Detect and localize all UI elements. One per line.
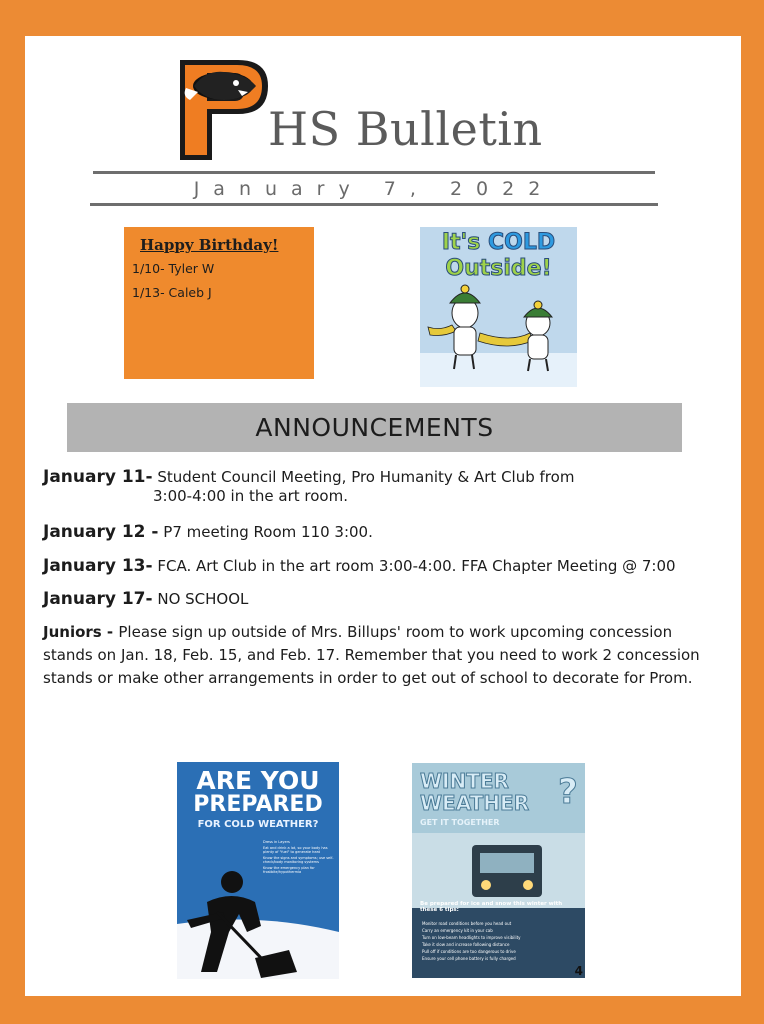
winter-bullet: Carry an emergency kit in your cab: [422, 928, 493, 933]
winter-question-mark: ?: [558, 772, 578, 812]
cold-weather-poster: [177, 762, 339, 979]
juniors-label: Juniors -: [43, 623, 119, 641]
winter-bullet: Take it slow and increase following distance: [422, 942, 510, 947]
cold-title-outside: Outside!: [445, 256, 552, 281]
winter-bullets: [422, 921, 572, 963]
poster-bullet: Know the emergency plan for frostbite/hypothermia: [263, 866, 315, 874]
birthday-entry: 1/10- Tyler W: [132, 261, 215, 276]
juniors-announcement: [43, 621, 713, 690]
announcement-text: FCA. Art Club in the art room 3:00-4:00. FFA Chapter Meeting @ 7:00: [152, 557, 676, 575]
winter-headline-1: WINTER: [420, 769, 509, 793]
poster-headline-2: PREPARED: [193, 792, 323, 817]
title-divider-top: [93, 171, 655, 174]
poster-bullet: Dress in Layers: [263, 840, 290, 844]
winter-bullet: Turn on low-beam headlights to improve visibility: [422, 935, 521, 940]
snoopy-illustration: [420, 283, 577, 387]
announcement-date: January 17-: [43, 589, 153, 609]
winter-subheading: GET IT TOGETHER: [420, 818, 500, 827]
winter-weather-poster: [412, 763, 585, 978]
bulletin-title: HS Bulletin: [268, 102, 543, 156]
panther-p-logo: [176, 56, 270, 164]
shoveling-silhouette: [177, 862, 339, 979]
title-divider-bottom: [90, 203, 658, 206]
juniors-text: Please sign up outside of Mrs. Billups' room to work upcoming concession stands on Jan. 18, Feb. 15, and Feb. 17. Remember that you need to work 2 concession stands or make other arrangements in order to get out of school to decorate for Prom.: [43, 623, 700, 687]
announcement-text: NO SCHOOL: [152, 590, 249, 608]
announcement-date: January 13-: [43, 556, 153, 576]
announcement-text: P7 meeting Room 110 3:00.: [158, 523, 373, 541]
announcement-item: [43, 467, 575, 505]
birthday-box: [124, 227, 314, 379]
poster-bullet: Eat and drink a lot, so your body has plenty of "fuel" to generate heat: [263, 846, 328, 854]
announcement-text-continued: 3:00-4:00 in the art room.: [153, 487, 348, 505]
poster-bullet: Know the signs and symptoms; use self-check/body monitoring systems: [263, 856, 334, 864]
announcement-item: [43, 589, 248, 609]
birthday-title: Happy Birthday!: [140, 236, 279, 254]
announcement-date: January 11-: [43, 467, 153, 487]
announcements-heading-bar: [67, 403, 682, 452]
winter-corner-number: 4: [574, 964, 583, 978]
announcement-text: Student Council Meeting, Pro Humanity & Art Club from: [152, 468, 575, 486]
announcement-item: [43, 556, 676, 576]
winter-bullet: Monitor road conditions before you head out: [422, 921, 512, 926]
poster-headline-3: FOR COLD WEATHER?: [197, 819, 319, 830]
announcement-item: [43, 522, 373, 542]
winter-intro: Be prepared for ice and snow this winter with these 6 tips:: [420, 901, 563, 913]
announcements-heading: ANNOUNCEMENTS: [255, 413, 494, 442]
cold-title-cold: COLD: [488, 230, 556, 255]
its-cold-outside-image: [420, 227, 577, 387]
winter-bullet: Pull off if conditions are too dangerous to drive: [422, 949, 516, 954]
winter-bullet: Ensure your cell phone battery is fully charged: [422, 956, 516, 961]
bulletin-date: January 7, 2022: [193, 178, 555, 200]
cold-title-its: It's: [441, 230, 489, 255]
poster-headline-1: ARE YOU: [196, 766, 320, 795]
announcement-date: January 12 -: [43, 522, 159, 542]
birthday-entry: 1/13- Caleb J: [132, 285, 212, 300]
winter-headline-2: WEATHER: [420, 791, 530, 815]
